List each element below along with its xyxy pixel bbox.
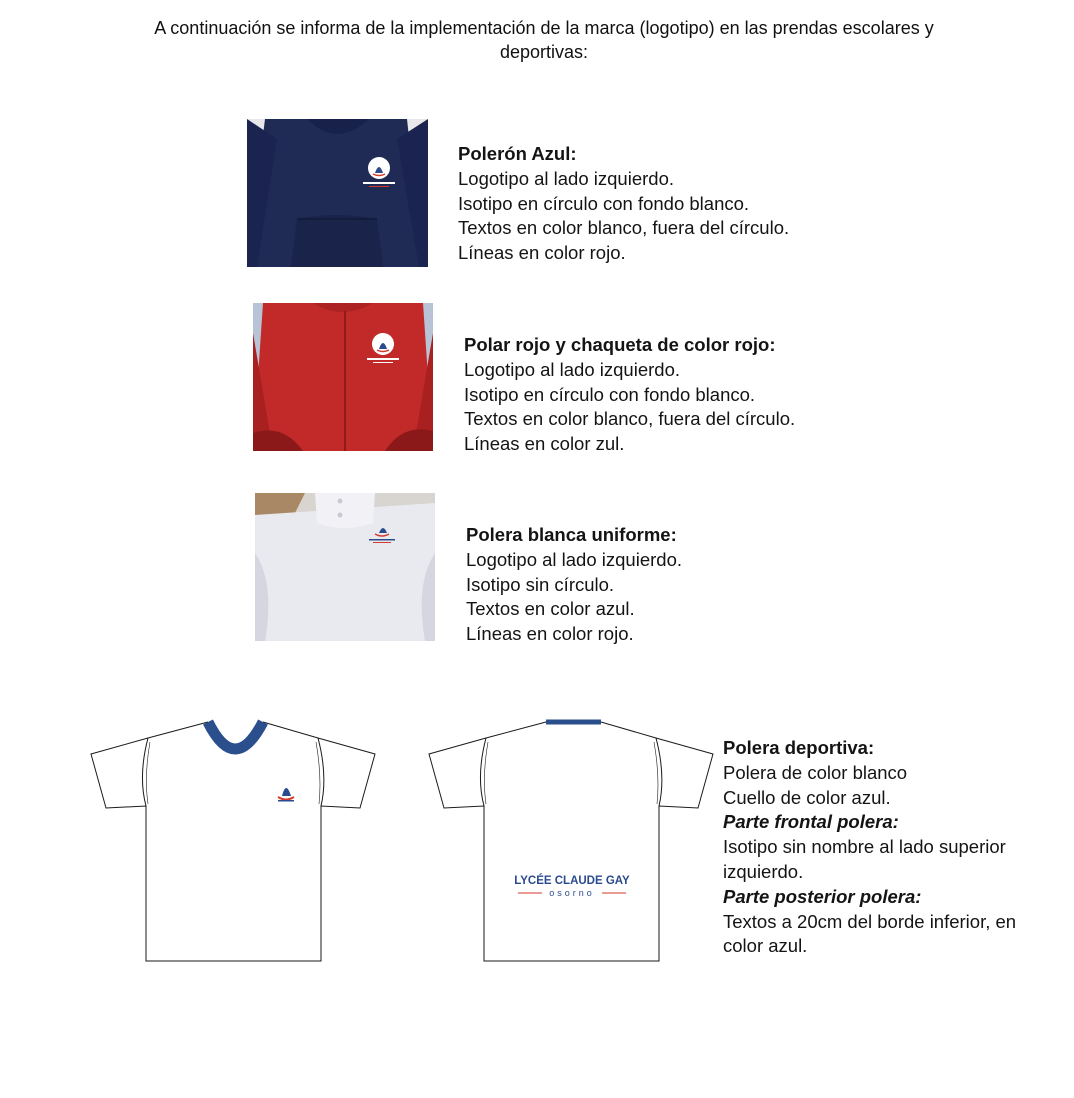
- garment-line: Logotipo al lado izquierdo.: [458, 167, 674, 189]
- sport-line: izquierdo.: [723, 860, 804, 882]
- garment-line: Textos en color blanco, fuera del círculo.: [458, 217, 790, 239]
- red-jacket-photo: [253, 303, 433, 451]
- sport-line: Cuello de color azul.: [723, 786, 891, 808]
- sport-line: Polera de color blanco: [723, 761, 908, 783]
- garment-line: Isotipo sin círculo.: [466, 573, 615, 595]
- garment-line: Isotipo en círculo con fondo blanco.: [464, 383, 756, 405]
- garment-line: Logotipo al lado izquierdo.: [464, 358, 680, 380]
- garment-line: Isotipo en círculo con fondo blanco.: [458, 192, 750, 214]
- garment-title: Polera blanca uniforme:: [466, 524, 677, 545]
- sport-shirt-back-drawing: [426, 716, 718, 964]
- garment-line: Textos en color blanco, fuera del círculo.: [464, 408, 796, 430]
- sport-back-heading: Parte posterior polera:: [723, 885, 922, 907]
- sport-shirt-front-drawing: [88, 716, 380, 964]
- back-logo-name: LYCÉE CLAUDE GAY: [514, 875, 630, 887]
- garment-line: Líneas en color rojo.: [458, 242, 626, 264]
- garment-title: Polerón Azul:: [458, 143, 577, 164]
- sport-line: Textos a 20cm del borde inferior, en: [723, 910, 1017, 932]
- sport-shirt-description: [723, 736, 1016, 959]
- garment-description-2: [464, 333, 795, 457]
- sport-line: Isotipo sin nombre al lado superior: [723, 836, 1006, 858]
- garment-line: Textos en color azul.: [466, 598, 635, 620]
- intro-line-2: deportivas:: [499, 42, 589, 62]
- sport-title: Polera deportiva:: [723, 737, 875, 758]
- garment-title: Polar rojo y chaqueta de color rojo:: [464, 334, 776, 355]
- white-polo-photo: [255, 493, 435, 641]
- intro-text: [100, 16, 988, 64]
- navy-hoodie-photo: [247, 119, 428, 267]
- garment-line: Logotipo al lado izquierdo.: [466, 548, 682, 570]
- garment-line: Líneas en color zul.: [464, 433, 625, 455]
- garment-description-1: [458, 142, 789, 266]
- garment-line: Líneas en color rojo.: [466, 623, 634, 645]
- intro-line-1: A continuación se informa de la implementación de la marca (logotipo) en las prendas escolares y: [154, 18, 934, 38]
- back-logo-city: osorno: [549, 888, 595, 898]
- garment-description-3: [466, 523, 682, 647]
- sport-line: color azul.: [723, 935, 808, 957]
- sport-front-heading: Parte frontal polera:: [723, 811, 899, 833]
